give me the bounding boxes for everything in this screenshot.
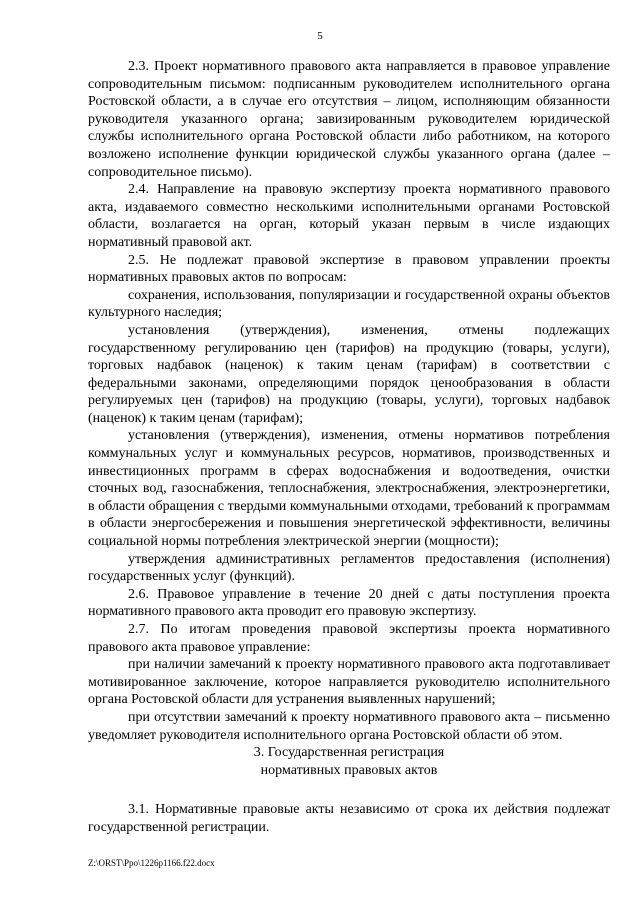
list-item: сохранения, использования, популяризации и государственной охраны объектов культурного наследия; xyxy=(88,287,610,321)
paragraph-2-3: 2.3. Проект нормативного правового акта направляется в правовое управление сопроводительным письмом: подписанным руководителем исполнительного органа Ростовской области, а в случае его отсутствия – лицом, исполняющим обязанности руководителя указанного органа; завизированным руководителем юридической службы исполнительного органа Ростовской области либо работником, на которого возложено исполнение функции юридической службы указанного органа (далее – сопроводительное письмо). xyxy=(88,59,610,180)
list-item: установления (утверждения), изменения, отмены нормативов потребления коммунальных услуг и коммунальных ресурсов, нормативов, производственных и инвестиционных программ в сферах водоснабжения и водоотведения, очистки сточных вод, газоснабжения, теплоснабжения, электроснабжения, электроэнергетики, в области обращения с твердыми коммунальными отходами, требований к программам в области энергосбережения и повышения энергетической эффективности, величины социальной нормы потребления электрической энергии (мощности); xyxy=(88,428,610,550)
list-item: при отсутствии замечаний к проекту нормативного правового акта – письменно уведомляет руководителя исполнительного органа Ростовской области об этом. xyxy=(88,709,610,743)
page-number: 5 xyxy=(317,30,323,42)
section-heading-line-1: 3. Государственная регистрация xyxy=(253,745,445,761)
paragraph-3-1: 3.1. Нормативные правовые акты независимо от срока их действия подлежат государственной регистрации. xyxy=(88,802,610,835)
section-heading xyxy=(88,744,610,779)
list-item: утверждения административных регламентов предоставления (исполнения) государственных услуг (функций). xyxy=(88,551,610,585)
list-item: установления (утверждения), изменения, отмены подлежащих государственному регулированию цен (тарифов) на продукцию (товары, услуги), торговых надбавок (наценок) к таким ценам (тарифам) в соответствии с федеральными законами, определяющими порядок ценообразования в области регулируемых цен (тарифов) на продукцию (товары, услуги), торговых надбавок (наценок) к таким ценам (тарифам); xyxy=(88,322,610,426)
footer-file-path: Z:\ORST\Ppo\1226p1166.f22.docx xyxy=(88,858,215,868)
section-spacer xyxy=(88,779,610,801)
section-heading-line-2: нормативных правовых актов xyxy=(260,762,438,778)
paragraph-2-7: 2.7. По итогам проведения правовой экспертизы проекта нормативного правового акта правовое управление: xyxy=(88,622,610,655)
paragraph-2-6: 2.6. Правовое управление в течение 20 дней с даты поступления проекта нормативного правового акта проводит его правовую экспертизу. xyxy=(88,586,610,620)
list-item: при наличии замечаний к проекту нормативного правового акта подготавливает мотивированное заключение, которое направляется руководителю исполнительного органа Ростовской области для устранения выявленных нарушений; xyxy=(88,657,610,708)
paragraph-2-5: 2.5. Не подлежат правовой экспертизе в правовом управлении проекты нормативных правовых актов по вопросам: xyxy=(88,252,610,286)
document-body xyxy=(88,58,610,837)
paragraph-2-4: 2.4. Направление на правовую экспертизу проекта нормативного правового акта, издаваемого совместно несколькими исполнительными органами Ростовской области, возлагается на орган, который указан первым в числе издающих нормативный правовой акт. xyxy=(88,182,610,250)
